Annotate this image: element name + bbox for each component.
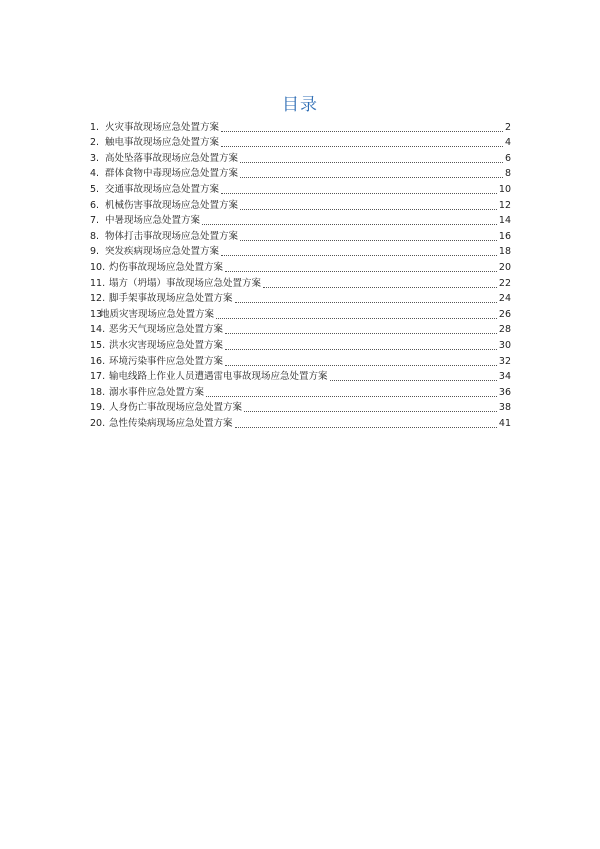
toc-dot-leader bbox=[263, 287, 497, 288]
toc-entry[interactable] bbox=[90, 368, 511, 384]
toc-entry-page: 28 bbox=[498, 324, 511, 336]
toc-entry-number: 2. bbox=[90, 137, 100, 149]
toc-entry-page: 10 bbox=[498, 183, 511, 195]
toc-dot-leader bbox=[235, 302, 497, 303]
toc-entry-label: 群体食物中毒现场应急处置方案 bbox=[105, 168, 239, 180]
toc-dot-leader bbox=[244, 411, 497, 412]
toc-entry-number: 12. bbox=[90, 293, 106, 305]
toc-entry-page: 32 bbox=[498, 355, 511, 367]
toc-entry-label: 塌方（坍塌）事故现场应急处置方案 bbox=[109, 277, 262, 289]
toc-entry-number: 5. bbox=[90, 183, 100, 195]
toc-entry[interactable] bbox=[90, 336, 511, 352]
toc-dot-leader bbox=[225, 333, 497, 334]
toc-entry-page: 2 bbox=[504, 121, 511, 133]
toc-entry[interactable] bbox=[90, 134, 511, 150]
toc-entry-label: 中暑现场应急处置方案 bbox=[105, 215, 201, 227]
toc-entry-page: 26 bbox=[498, 308, 511, 320]
toc-entry-label: 人身伤亡事故现场应急处置方案 bbox=[109, 402, 243, 414]
toc-entry-label: 恶劣天气现场应急处置方案 bbox=[109, 324, 224, 336]
toc-entry-number: 8. bbox=[90, 230, 100, 242]
toc-entry-page: 41 bbox=[498, 417, 511, 429]
toc-entry-label: 环境污染事件应急处置方案 bbox=[109, 355, 224, 367]
toc-entry[interactable] bbox=[90, 180, 511, 196]
toc-dot-leader bbox=[221, 193, 497, 194]
toc-entry-label: 高处坠落事故现场应急处置方案 bbox=[105, 152, 239, 164]
toc-list bbox=[90, 118, 511, 430]
toc-entry[interactable] bbox=[90, 118, 511, 134]
toc-entry-number: 9. bbox=[90, 246, 100, 258]
toc-entry-label: 物体打击事故现场应急处置方案 bbox=[105, 230, 239, 242]
toc-entry-number: 10. bbox=[90, 261, 106, 273]
toc-entry[interactable] bbox=[90, 290, 511, 306]
toc-dot-leader bbox=[235, 427, 497, 428]
toc-dot-leader bbox=[216, 318, 497, 319]
toc-entry-page: 12 bbox=[498, 199, 511, 211]
toc-entry-page: 22 bbox=[498, 277, 511, 289]
toc-entry-label: 灼伤事故现场应急处置方案 bbox=[109, 261, 224, 273]
toc-entry[interactable] bbox=[90, 274, 511, 290]
toc-entry-number: 7. bbox=[90, 215, 100, 227]
toc-entry[interactable] bbox=[90, 227, 511, 243]
toc-entry[interactable] bbox=[90, 321, 511, 337]
toc-entry-number: 17. bbox=[90, 371, 106, 383]
toc-entry[interactable] bbox=[90, 243, 511, 259]
toc-entry-number: 16. bbox=[90, 355, 106, 367]
toc-entry-label: 火灾事故现场应急处置方案 bbox=[105, 121, 220, 133]
toc-entry[interactable] bbox=[90, 258, 511, 274]
toc-entry-page: 8 bbox=[504, 168, 511, 180]
toc-entry-label: 交通事故现场应急处置方案 bbox=[105, 183, 220, 195]
toc-entry-label: 洪水灾害现场应急处置方案 bbox=[109, 339, 224, 351]
toc-entry-number: 20. bbox=[90, 417, 106, 429]
toc-entry-number: 19. bbox=[90, 402, 106, 414]
toc-entry-number: 11. bbox=[90, 277, 106, 289]
toc-entry-page: 38 bbox=[498, 402, 511, 414]
toc-dot-leader bbox=[221, 146, 503, 147]
toc-dot-leader bbox=[240, 177, 503, 178]
toc-entry[interactable] bbox=[90, 399, 511, 415]
toc-entry-page: 30 bbox=[498, 339, 511, 351]
toc-entry[interactable] bbox=[90, 196, 511, 212]
toc-entry[interactable] bbox=[90, 305, 511, 321]
toc-entry[interactable] bbox=[90, 165, 511, 181]
toc-entry-number: 13 bbox=[90, 308, 103, 320]
toc-entry[interactable] bbox=[90, 212, 511, 228]
toc-entry-label: 急性传染病现场应急处置方案 bbox=[109, 417, 233, 429]
toc-entry-page: 4 bbox=[504, 137, 511, 149]
toc-entry[interactable] bbox=[90, 149, 511, 165]
toc-dot-leader bbox=[221, 255, 497, 256]
toc-entry-number: 15. bbox=[90, 339, 106, 351]
toc-entry-label: 机械伤害事故现场应急处置方案 bbox=[105, 199, 239, 211]
toc-dot-leader bbox=[202, 224, 497, 225]
toc-dot-leader bbox=[330, 380, 497, 381]
toc-entry-number: 18. bbox=[90, 386, 106, 398]
toc-entry[interactable] bbox=[90, 352, 511, 368]
toc-entry-number: 3. bbox=[90, 152, 100, 164]
toc-entry-page: 36 bbox=[498, 386, 511, 398]
toc-entry-page: 24 bbox=[498, 293, 511, 305]
toc-entry[interactable] bbox=[90, 414, 511, 430]
toc-dot-leader bbox=[221, 131, 503, 132]
toc-entry-label: 地质灾害现场应急处置方案 bbox=[100, 308, 215, 320]
toc-dot-leader bbox=[225, 349, 497, 350]
toc-entry-page: 14 bbox=[498, 215, 511, 227]
toc-entry-page: 34 bbox=[498, 371, 511, 383]
toc-entry-page: 20 bbox=[498, 261, 511, 273]
toc-dot-leader bbox=[240, 162, 503, 163]
toc-entry-page: 16 bbox=[498, 230, 511, 242]
toc-dot-leader bbox=[225, 271, 497, 272]
toc-entry-page: 6 bbox=[504, 152, 511, 164]
toc-entry-page: 18 bbox=[498, 246, 511, 258]
toc-entry-number: 6. bbox=[90, 199, 100, 211]
toc-entry-label: 输电线路上作业人员遭遇雷电事故现场应急处置方案 bbox=[109, 371, 328, 383]
toc-title: 目录 bbox=[282, 95, 318, 115]
toc-entry-number: 14. bbox=[90, 324, 106, 336]
toc-entry-label: 触电事故现场应急处置方案 bbox=[105, 137, 220, 149]
toc-dot-leader bbox=[206, 396, 497, 397]
toc-entry-number: 1. bbox=[90, 121, 100, 133]
toc-entry-label: 溺水事件应急处置方案 bbox=[109, 386, 205, 398]
toc-dot-leader bbox=[240, 209, 497, 210]
toc-entry-label: 突发疾病现场应急处置方案 bbox=[105, 246, 220, 258]
toc-entry-number: 4. bbox=[90, 168, 100, 180]
toc-entry-label: 脚手架事故现场应急处置方案 bbox=[109, 293, 233, 305]
toc-entry[interactable] bbox=[90, 383, 511, 399]
toc-dot-leader bbox=[240, 240, 497, 241]
toc-dot-leader bbox=[225, 365, 497, 366]
